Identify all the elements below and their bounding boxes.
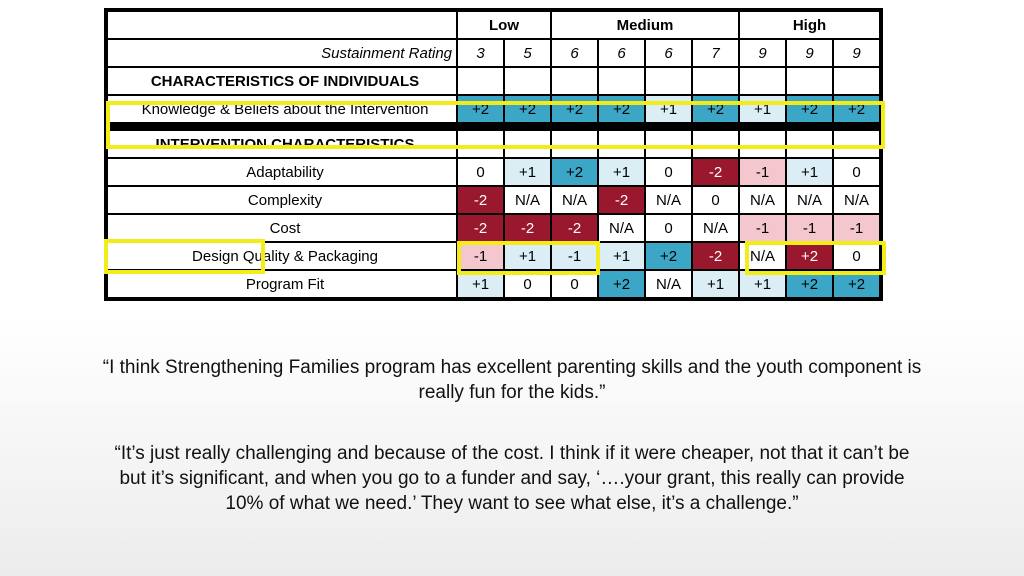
empty-cell bbox=[692, 130, 739, 158]
empty-cell bbox=[786, 67, 833, 95]
empty-cell bbox=[598, 130, 645, 158]
empty-cell bbox=[739, 67, 786, 95]
score-cell: N/A bbox=[739, 186, 786, 214]
score-cell: +1 bbox=[598, 242, 645, 270]
score-cell: +1 bbox=[739, 95, 786, 123]
rating-label: Sustainment Rating bbox=[107, 39, 457, 67]
rating-value: 9 bbox=[786, 39, 833, 67]
score-cell: -1 bbox=[786, 214, 833, 242]
score-cell: +1 bbox=[786, 158, 833, 186]
row-label: Cost bbox=[107, 214, 457, 242]
table-row bbox=[107, 186, 880, 214]
score-cell: -2 bbox=[692, 242, 739, 270]
empty-cell bbox=[598, 67, 645, 95]
empty-cell bbox=[739, 130, 786, 158]
table-row bbox=[107, 214, 880, 242]
score-cell: +2 bbox=[551, 95, 598, 123]
score-cell: +2 bbox=[833, 95, 880, 123]
score-cell: +2 bbox=[598, 95, 645, 123]
score-cell: N/A bbox=[504, 186, 551, 214]
section-header-row bbox=[107, 67, 880, 95]
section-title: INTERVENTION CHARACTERISTICS bbox=[107, 130, 457, 158]
score-cell: -2 bbox=[551, 214, 598, 242]
rating-row bbox=[107, 39, 880, 67]
score-cell: N/A bbox=[833, 186, 880, 214]
score-cell: N/A bbox=[645, 270, 692, 298]
row-label: Program Fit bbox=[107, 270, 457, 298]
score-cell: +2 bbox=[833, 270, 880, 298]
group-header-low: Low bbox=[457, 11, 551, 39]
empty-cell bbox=[833, 130, 880, 158]
table-row bbox=[107, 95, 880, 123]
rating-value: 6 bbox=[645, 39, 692, 67]
score-cell: -1 bbox=[551, 242, 598, 270]
empty-cell bbox=[504, 130, 551, 158]
score-cell: -1 bbox=[457, 242, 504, 270]
score-cell: N/A bbox=[551, 186, 598, 214]
empty-cell bbox=[551, 67, 598, 95]
score-cell: -2 bbox=[457, 214, 504, 242]
table-row bbox=[107, 242, 880, 270]
corner-cell bbox=[107, 11, 457, 39]
ratings-matrix bbox=[104, 8, 883, 301]
empty-cell bbox=[551, 130, 598, 158]
gap-cell bbox=[107, 123, 880, 130]
group-header-high: High bbox=[739, 11, 880, 39]
row-label: Knowledge & Beliefs about the Intervention bbox=[107, 95, 457, 123]
rating-value: 9 bbox=[833, 39, 880, 67]
score-cell: 0 bbox=[645, 158, 692, 186]
empty-cell bbox=[645, 67, 692, 95]
score-cell: +2 bbox=[786, 242, 833, 270]
score-cell: N/A bbox=[645, 186, 692, 214]
score-cell: +1 bbox=[645, 95, 692, 123]
row-label: Design Quality & Packaging bbox=[107, 242, 457, 270]
row-label: Complexity bbox=[107, 186, 457, 214]
score-cell: -2 bbox=[692, 158, 739, 186]
score-cell: 0 bbox=[504, 270, 551, 298]
score-cell: +2 bbox=[457, 95, 504, 123]
empty-cell bbox=[833, 67, 880, 95]
score-cell: -1 bbox=[739, 158, 786, 186]
score-cell: 0 bbox=[833, 242, 880, 270]
score-cell: +2 bbox=[786, 95, 833, 123]
score-cell: -2 bbox=[504, 214, 551, 242]
score-cell: 0 bbox=[551, 270, 598, 298]
table-row bbox=[107, 270, 880, 298]
score-cell: +2 bbox=[786, 270, 833, 298]
score-cell: +2 bbox=[551, 158, 598, 186]
quote-first: “I think Strengthening Families program has excellent parenting skills and the youth component is really fun for the kids.” bbox=[102, 357, 922, 403]
score-cell: N/A bbox=[786, 186, 833, 214]
rating-value: 9 bbox=[739, 39, 786, 67]
score-cell: +2 bbox=[504, 95, 551, 123]
score-cell: 0 bbox=[692, 186, 739, 214]
score-cell: +1 bbox=[504, 242, 551, 270]
score-cell: -1 bbox=[833, 214, 880, 242]
empty-cell bbox=[786, 130, 833, 158]
score-cell: N/A bbox=[692, 214, 739, 242]
score-cell: N/A bbox=[598, 214, 645, 242]
empty-cell bbox=[457, 130, 504, 158]
empty-cell bbox=[457, 67, 504, 95]
row-label: Adaptability bbox=[107, 158, 457, 186]
section-gap bbox=[107, 123, 880, 130]
rating-value: 6 bbox=[551, 39, 598, 67]
score-cell: 0 bbox=[457, 158, 504, 186]
score-cell: +2 bbox=[645, 242, 692, 270]
table-row bbox=[107, 158, 880, 186]
score-cell: +1 bbox=[457, 270, 504, 298]
empty-cell bbox=[504, 67, 551, 95]
score-cell: +1 bbox=[739, 270, 786, 298]
score-cell: 0 bbox=[645, 214, 692, 242]
score-cell: -2 bbox=[598, 186, 645, 214]
score-cell: +1 bbox=[598, 158, 645, 186]
empty-cell bbox=[645, 130, 692, 158]
group-header-row bbox=[107, 11, 880, 39]
section-title: CHARACTERISTICS OF INDIVIDUALS bbox=[107, 67, 457, 95]
rating-value: 7 bbox=[692, 39, 739, 67]
score-cell: -1 bbox=[739, 214, 786, 242]
score-cell: 0 bbox=[833, 158, 880, 186]
quote-second: “It’s just really challenging and because of the cost. I think if it were cheaper, not that it can’t be but it’s significant, and when you go to a funder and say, ‘….your grant, this really can provide 10% of what we need.’ They want to see what else, it’s a challenge.” bbox=[114, 443, 910, 514]
score-cell: +1 bbox=[504, 158, 551, 186]
score-cell: N/A bbox=[739, 242, 786, 270]
score-cell: +2 bbox=[692, 95, 739, 123]
group-header-medium: Medium bbox=[551, 11, 739, 39]
score-cell: +1 bbox=[692, 270, 739, 298]
score-cell: +2 bbox=[598, 270, 645, 298]
rating-value: 3 bbox=[457, 39, 504, 67]
empty-cell bbox=[692, 67, 739, 95]
section-header-row bbox=[107, 130, 880, 158]
rating-value: 6 bbox=[598, 39, 645, 67]
score-cell: -2 bbox=[457, 186, 504, 214]
rating-value: 5 bbox=[504, 39, 551, 67]
